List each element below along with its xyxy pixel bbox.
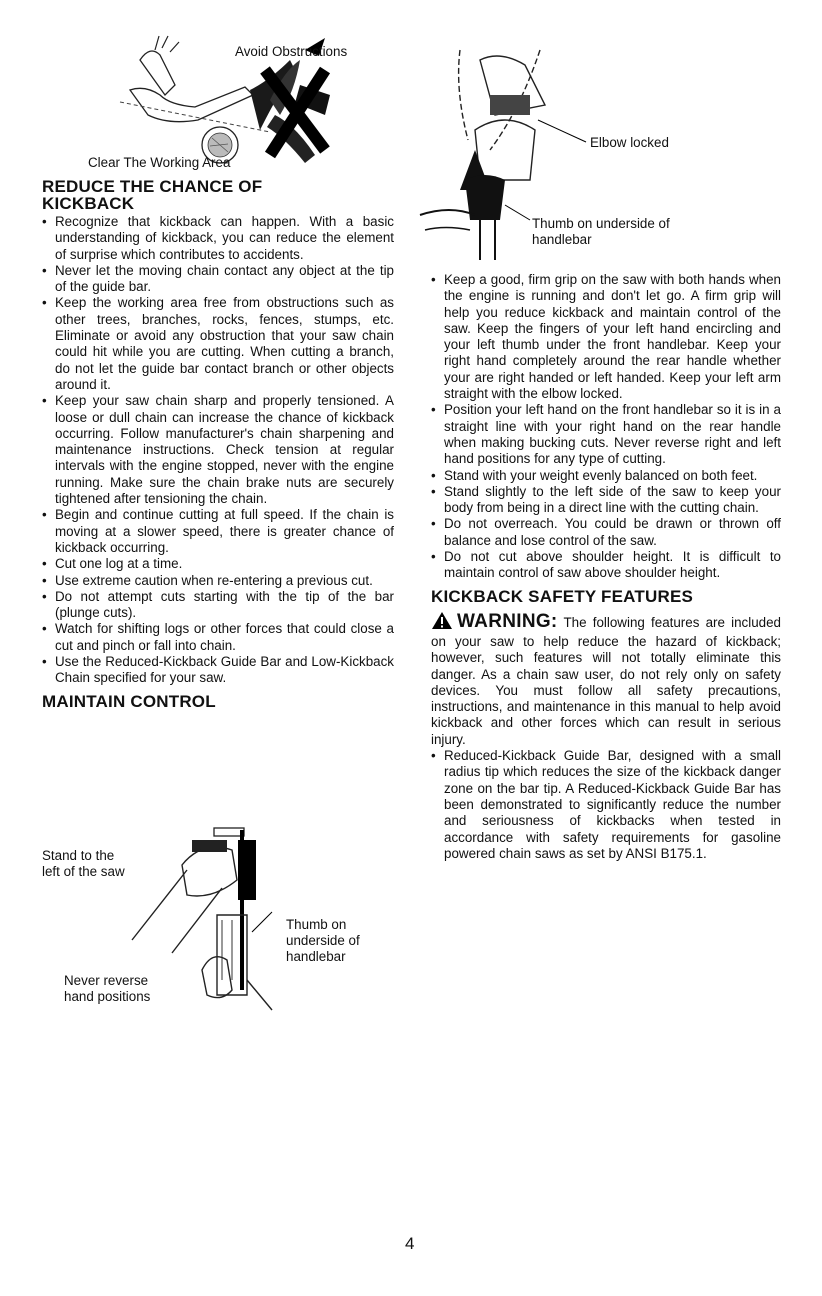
list-item: • Do not cut above shoulder height. It is difficult to maintain control of saw above shoulder height. [431,549,781,582]
safety-list [431,748,781,862]
warning-word: WARNING: [457,610,558,632]
label-stand-line1: Stand to the [42,848,115,863]
kickback-heading-line2: KICKBACK [42,194,135,213]
label-elbow-locked: Elbow locked [590,135,669,150]
label-never-reverse [64,973,150,1005]
list-item: • Use extreme caution when re-entering a previous cut. [42,573,394,589]
figure-elbow-locked [420,40,780,265]
safety-features-heading: KICKBACK SAFETY FEATURES [431,586,694,606]
list-item: • Watch for shifting logs or other forces that could close a cut and pinch or fall into chain. [42,621,394,654]
caption-clear-working-area: Clear The Working Area [88,155,231,170]
label-thumb-line2: handlebar [532,232,592,247]
label-thumb-underside [286,917,360,965]
list-item: • Keep the working area free from obstructions such as other trees, branches, rocks, fences, stumps, etc. Eliminate or avoid any obstruction that your saw chain could hit while you are cutting. When cutting a branch, do not let the guide bar contact branch or other objects around it. [42,295,394,393]
right-column [431,272,781,862]
label-thumb-line1: Thumb on [286,917,347,932]
list-item: • Keep your saw chain sharp and properly tensioned. A loose or dull chain can increase the chance of kickback occurring. Follow manufacturer's chain sharpening and maintenance instructions. Check tension at regular intervals with the engine stopped, never with the engine running. Make sure the chain brake nuts are securely tightened after tensioning the chain. [42,393,394,507]
control-list [431,272,781,582]
list-item: • Do not attempt cuts starting with the tip of the bar (plunge cuts). [42,589,394,622]
list-item: • Position your left hand on the front handlebar so it is in a straight line with your right hand on the rear handle when making bucking cuts. Never reverse right and left hand positions for any type of cutting. [431,402,781,467]
list-item: • Begin and continue cutting at full speed. If the chain is moving at a slower speed, there is greater chance of kickback occurring. [42,507,394,556]
warning-text: The following features are included on your saw to help reduce the hazard of kickback; however, such features will not totally eliminate this danger. As a chain saw user, do not rely only on safety devices. You must follow all safety precautions, instructions, and maintenance in this manual to help avoid kickback and other forces which can result in serious injury. [431,614,781,747]
label-thumb-underside-right [532,216,670,248]
list-item: • Stand with your weight evenly balanced on both feet. [431,468,781,484]
kickback-heading-line1: REDUCE THE CHANCE OF [42,177,263,196]
warning-icon [431,611,453,634]
list-item: • Cut one log at a time. [42,556,394,572]
list-item: • Never let the moving chain contact any object at the tip of the guide bar. [42,263,394,296]
label-thumb-line1: Thumb on underside of [532,216,670,231]
kickback-list [42,214,394,687]
list-item: • Recognize that kickback can happen. With a basic understanding of kickback, you can reduce the element of surprise which contributes to accidents. [42,214,394,263]
warning-paragraph [431,611,781,748]
label-stand-line2: left of the saw [42,864,125,879]
maintain-control-heading: MAINTAIN CONTROL [42,691,216,711]
label-never-line2: hand positions [64,989,151,1004]
page-number: 4 [405,1234,415,1253]
list-item: • Use the Reduced-Kickback Guide Bar and Low-Kickback Chain specified for your saw. [42,654,394,687]
label-thumb-line3: handlebar [286,949,346,964]
figure-maintain-control [42,820,394,1020]
figure-avoid-obstructions [100,30,400,175]
label-thumb-line2: underside of [286,933,360,948]
list-item: • Reduced-Kickback Guide Bar, designed with a small radius tip which reduces the size of the kickback danger zone on the bar tip. A Reduced-Kickback Guide Bar has been demonstrated to significantly reduce the number and seriousness of kickbacks when tested in accordance with safety requirements for gasoline powered chain saws as set by ANSI B175.1. [431,748,781,862]
caption-avoid-obstructions: Avoid Obstructions [235,44,348,59]
label-stand-to-left [42,848,125,880]
list-item: • Do not overreach. You could be drawn or thrown off balance and lose control of the saw. [431,516,781,549]
list-item: • Keep a good, firm grip on the saw with both hands when the engine is running and don't let go. A firm grip will help you reduce kickback and maintain control of the saw. Keep the fingers of your left hand encircling and your left thumb under the front handlebar. Keep your right hand completely around the rear handle whether your are right handed or left handed. Keep your left arm straight with the elbow locked. [431,272,781,402]
label-never-line1: Never reverse [64,973,149,988]
list-item: • Stand slightly to the left side of the saw to keep your body from being in a direct line with the cutting chain. [431,484,781,517]
left-column [42,178,394,710]
